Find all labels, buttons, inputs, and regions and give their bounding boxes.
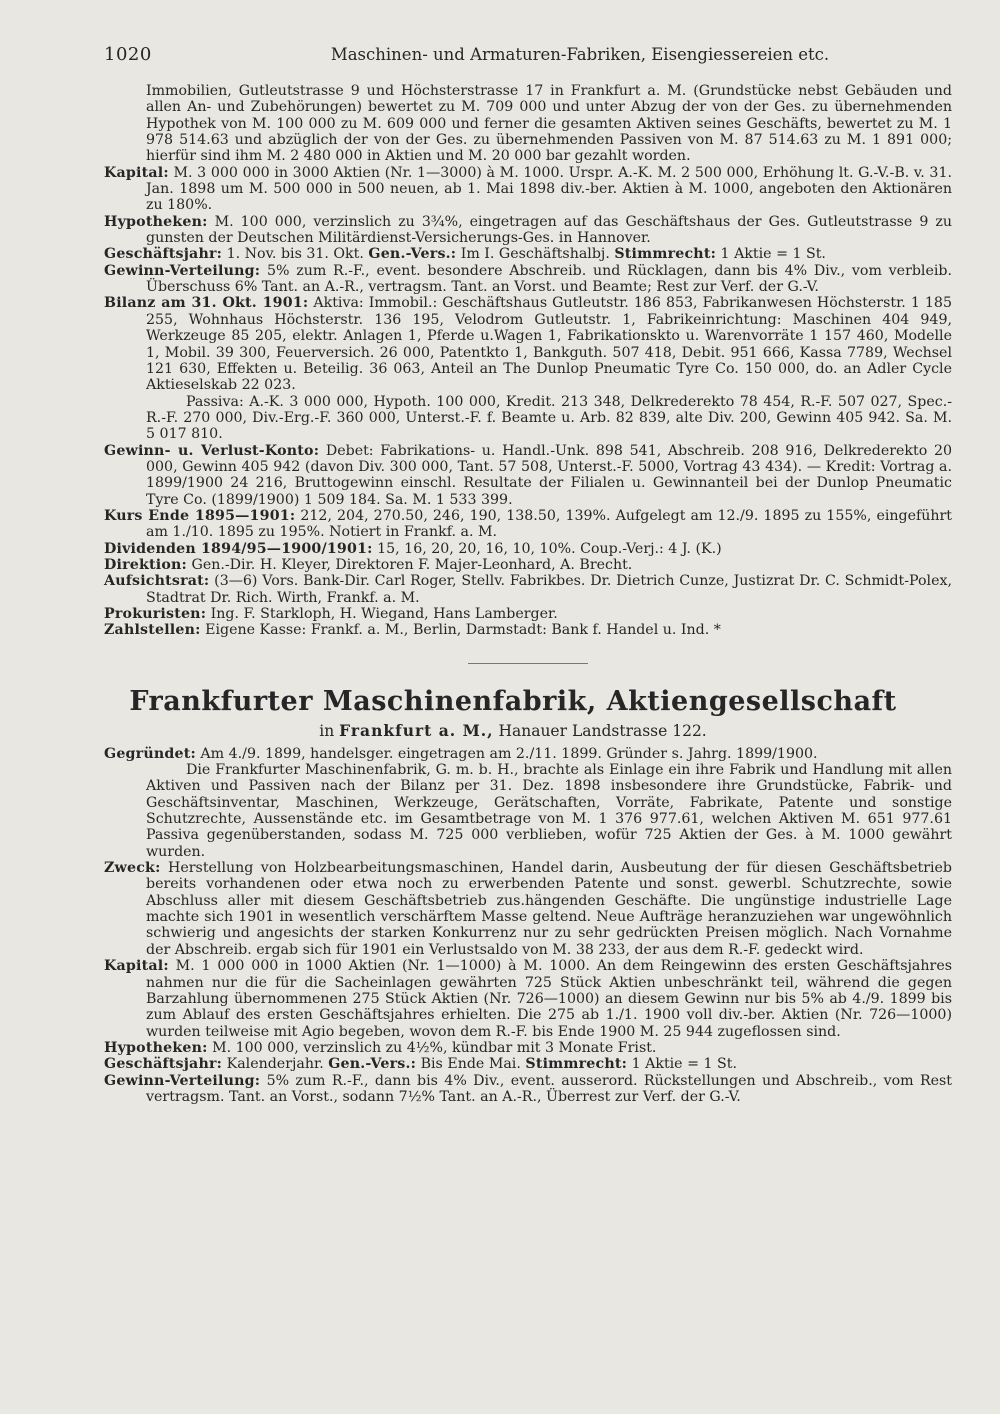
gewinn-verteilung-label: Gewinn-Verteilung: — [104, 262, 261, 279]
zahlstellen-label: Zahlstellen: — [104, 622, 201, 639]
gen-vers-label: Gen.-Vers.: — [368, 246, 457, 263]
zahlstellen-text: Eigene Kasse: Frankf. a. M., Berlin, Darmstadt: Bank f. Handel u. Ind. * — [205, 622, 721, 639]
location-address: Hanauer Landstrasse 122. — [498, 721, 707, 740]
hypotheken2-label: Hypotheken: — [104, 1039, 208, 1056]
company-heading: Frankfurter Maschinenfabrik, Aktiengesellschaft — [129, 685, 897, 717]
hypotheken2-entry — [104, 1040, 952, 1056]
dividenden-entry — [104, 541, 952, 557]
gewinn-verlust-label: Gewinn- u. Verlust-Konto: — [104, 442, 320, 459]
stimmrecht2-text: 1 Aktie = 1 St. — [631, 1056, 737, 1073]
prokuristen-entry — [104, 606, 952, 622]
page-number: 1020 — [104, 44, 152, 65]
stimmrecht-text: 1 Aktie = 1 St. — [720, 246, 826, 263]
gewinn-verteilung2-label: Gewinn-Verteilung: — [104, 1072, 261, 1089]
hypotheken-entry — [104, 214, 952, 247]
geschaeftsjahr-label: Geschäftsjahr: — [104, 246, 223, 263]
location-prefix: in — [319, 721, 335, 740]
stimmrecht-label: Stimmrecht: — [614, 246, 717, 263]
gewinn-verteilung-entry — [104, 263, 952, 296]
hypotheken-text: M. 100 000, verzinslich zu 3¾%, eingetragen auf das Geschäftshaus der Ges. Gutleutstrasse 9 zu gunsten der Deutschen Militärdienst-Versicherungs-Ges. in Hannover. — [146, 213, 952, 247]
geschaeftsjahr-text: 1. Nov. bis 31. Okt. — [226, 246, 364, 263]
kapital2-text: M. 1 000 000 in 1000 Aktien (Nr. 1—1000) à M. 1000. An dem Reingewinn des ersten Geschäftsjahres nahmen nur die für die Sacheinlagen gewährten 725 Stück Aktien unbeschränkt teil, während die gegen Barzahlung übernommenen 275 Stück Aktien (Nr. 726—1000) an diesem Gewinn nur bis 5% ab 4./9. 1899 bis zum Ablauf des ersten Geschäftsjahres erhielten. Die 275 ab 1./1. 1900 voll div.-ber. Aktien (Nr. 726—1000) wurden teilweise mit Agio begeben, wovon dem R.-F. bis Ende 1900 M. 25 944 zugeflossen sind. — [146, 958, 952, 1040]
kurs-label: Kurs Ende 1895—1901: — [104, 507, 296, 524]
kapital-text: M. 3 000 000 in 3000 Aktien (Nr. 1—3000) à M. 1000. Urspr. A.-K. M. 2 500 000, Erhöhung lt. G.-V.-B. v. 31. Jan. 1898 um M. 500 000 in 500 neuen, ab 1. Mai 1898 div.-ber. Aktien à M. 1000, angeboten den Aktionären zu 180%. — [146, 164, 952, 214]
zweck-label: Zweck: — [104, 860, 161, 877]
running-title: Maschinen- und Armaturen-Fabriken, Eisengiessereien etc. — [330, 45, 830, 64]
bilanz-passiva-text: Passiva: A.-K. 3 000 000, Hypoth. 100 000, Kredit. 213 348, Delkrederekto 78 454, R.-F. 507 027, Spec.-R.-F. 270 000, Div.-Erg.-F. 360 000, Unterst.-F. f. Beamte u. Arb. 82 839, alte Div. 200, Gewinn 405 942. Sa. M. 5 017 810. — [146, 393, 952, 443]
hypotheken2-text: M. 100 000, verzinslich zu 4½%, kündbar mit 3 Monate Frist. — [212, 1039, 657, 1056]
location-city: Frankfurt a. M., — [339, 720, 494, 740]
zweck-text: Herstellung von Holzbearbeitungsmaschinen, Handel darin, Ausbeutung der für diesen Geschäftsbetrieb bereits vorhandenen oder etwa noch zu erwerbenden Patente und sonst. gewerbl. Schutzrechte, sowie Abschluss aller mit diesem Geschäftsbetrieb zus.hängenden Geschäfte. Die ungünstige industrielle Lage machte sich 1901 in wesentlich verschärftem Masse geltend. Neue Aufträge heranzuziehen war ungewöhnlich schwierig und angesichts der starken Konkurrenz nur zu sehr gedrückten Preisen möglich. Nach Vornahme der Abschreib. ergab sich für 1901 ein Verlustsaldo von M. 38 233, der aus dem R.-F. gedeckt wird. — [146, 860, 952, 958]
zahlstellen-entry — [104, 622, 952, 638]
gen-vers2-text: Bis Ende Mai. — [420, 1056, 521, 1073]
prokuristen-text: Ing. F. Starkloph, H. Wiegand, Hans Lamberger. — [210, 606, 558, 622]
gegruendet-label: Gegründet: — [104, 745, 196, 762]
bilanz-entry — [104, 295, 952, 393]
geschaeftsjahr-entry — [104, 246, 952, 262]
page-header — [104, 44, 952, 65]
geschaeftsjahr2-label: Geschäftsjahr: — [104, 1056, 223, 1073]
section-divider — [468, 663, 588, 664]
hypotheken-label: Hypotheken: — [104, 213, 208, 230]
dividenden-label: Dividenden 1894/95—1900/1901: — [104, 540, 373, 557]
kapital2-label: Kapital: — [104, 958, 169, 975]
gewinn-verlust-text: Debet: Fabrikations- u. Handl.-Unk. 898 541, Abschreib. 208 916, Delkrederekto 20 000, Gewinn 405 942 (davon Div. 300 000, Tant. 57 508, Unterst.-F. 5000, Vortrag 43 434). — Kredit: Vortrag a. 1899/1900 24 216, Bruttogewinn einschl. Resultate der Filialen u. Gewinnanteil bei der Dunlop Pneumatic Tyre Co. (1899/1900) 1 509 184. Sa. M. 1 533 399. — [146, 442, 952, 508]
gewinn-verteilung2-text: 5% zum R.-F., dann bis 4% Div., event. ausserord. Rückstellungen und Abschreib., vom Rest vertragsm. Tant. an Vorst., sodann 7½% Tant. an A.-R., Überrest zur Verf. der G.-V. — [146, 1072, 953, 1105]
direktion-text: Gen.-Dir. H. Kleyer, Direktoren F. Majer-Leonhard, A. Brecht. — [191, 556, 633, 573]
gen-vers2-label: Gen.-Vers.: — [328, 1056, 417, 1073]
aufsichtsrat-text: (3—6) Vors. Bank-Dir. Carl Roger, Stellv. Fabrikbes. Dr. Dietrich Cunze, Justizrat Dr. C. Schmidt-Polex, Stadtrat Dr. Rich. Wirth, Frankf. a. M. — [146, 573, 953, 606]
kapital-label: Kapital: — [104, 164, 169, 181]
zweck-entry — [104, 860, 952, 958]
gegruendet-entry — [104, 746, 952, 762]
kapital-entry — [104, 165, 952, 214]
geschaeftsjahr2-entry — [104, 1056, 952, 1072]
aufsichtsrat-label: Aufsichtsrat: — [104, 573, 210, 590]
intro-paragraph: Immobilien, Gutleutstrasse 9 und Höchsterstrasse 17 in Frankfurt a. M. (Grundstücke nebst Gebäuden und allen An- und Zubehörungen) bewertet zu M. 709 000 und unter Abzug der von der Ges. zu übernehmenden Hypothek von M. 100 000 zu M. 609 000 und ferner die gesamten Aktiven seines Geschäfts, bewertet zu M. 1 978 514.63 und abzüglich der von der Ges. zu übernehmenden Passiven von M. 87 514.63 zu M. 1 891 000; hierfür sind ihm M. 2 480 000 in Aktien und M. 20 000 bar gezahlt worden. — [146, 83, 952, 165]
gegruendet-continuation: Die Frankfurter Maschinenfabrik, G. m. b. H., brachte als Einlage ein ihre Fabrik und Handlung mit allen Aktiven und Passiven nach der Bilanz per 31. Dez. 1898 insbesondere ihre Grundstücke, Fabrik- und Geschäftsinventar, Maschinen, Werkzeuge, Gerätschaften, Vorräte, Fabrikate, Patente und sonstige Schutzrechte, Aussenstände etc. im Gesamtbetrage von M. 1 376 977.61, welchen Aktiven M. 651 977.61 Passiva gegenüberstanden, sodass M. 725 000 verblieben, wofür 725 Aktien der Ges. à M. 1000 gewährt wurden. — [146, 762, 952, 860]
company-location — [104, 721, 952, 740]
gewinn-verteilung-text: 5% zum R.-F., event. besondere Abschreib. und Rücklagen, dann bis 4% Div., vom verbleib. Überschuss 6% Tant. an A.-R., vertragsm. Tant. an Vorst. und Beamte; Rest zur Verf. der G.-V. — [146, 262, 952, 296]
bilanz-label: Bilanz am 31. Okt. 1901: — [104, 295, 309, 312]
bilanz-aktiva-text: Aktiva: Immobil.: Geschäftshaus Gutleutstr. 186 853, Fabrikanwesen Höchsterstr. 1 185 255, Wohnhaus Höchsterstr. 136 195, Velodrom Gutleutstr. 1, Fabrikeinrichtung: Maschinen 404 949, Werkzeuge 85 205, elektr. Anlagen 1, Pferde u.Wagen 1, Fabrikationskto u. Warenvorräte 1 157 460, Modelle 1, Mobil. 39 300, Feuerversich. 26 000, Patentkto 1, Bankguth. 507 418, Debit. 951 666, Kassa 7789, Wechsel 121 630, Effekten u. Beteilig. 36 063, Anteil an The Dunlop Pneumatic Tyre Co. 150 000, do. an Adler Cycle Aktieselskab 22 023. — [146, 295, 952, 394]
stimmrecht2-label: Stimmrecht: — [525, 1056, 628, 1073]
gegruendet-text: Am 4./9. 1899, handelsger. eingetragen am 2./11. 1899. Gründer s. Jahrg. 1899/1900. — [200, 745, 818, 762]
gewinn-verlust-entry — [104, 443, 952, 508]
kapital2-entry — [104, 958, 952, 1040]
kurs-entry — [104, 508, 952, 541]
dividenden-text: 15, 16, 20, 20, 16, 10, 10%. Coup.-Verj.: 4 J. (K.) — [377, 540, 722, 557]
gewinn-verteilung2-entry — [104, 1073, 952, 1106]
aufsichtsrat-entry — [104, 573, 952, 606]
kurs-text: 212, 204, 270.50, 246, 190, 138.50, 139%. Aufgelegt am 12./9. 1895 zu 155%, eingeführt am 1./10. 1895 zu 195%. Notiert in Frankf. a. M. — [146, 507, 952, 541]
prokuristen-label: Prokuristen: — [104, 606, 207, 622]
direktion-entry — [104, 557, 952, 573]
gen-vers-text: Im I. Geschäftshalbj. — [460, 246, 610, 263]
geschaeftsjahr2-text: Kalenderjahr. — [226, 1056, 324, 1073]
direktion-label: Direktion: — [104, 556, 187, 573]
